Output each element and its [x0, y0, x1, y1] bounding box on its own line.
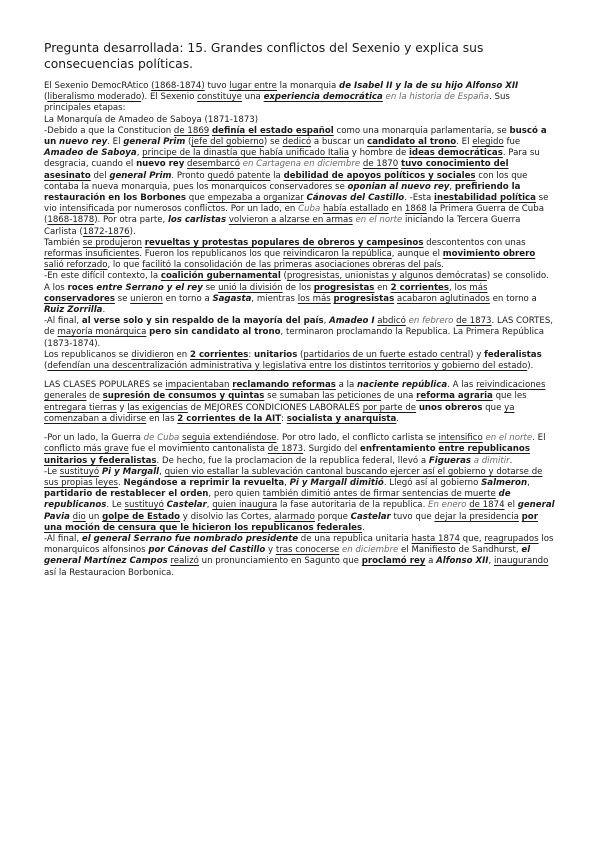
text-run: Cuba [298, 204, 321, 215]
text-run: un [85, 511, 103, 522]
text-run: , [488, 556, 494, 567]
text-run: ( [44, 92, 48, 103]
text-run: se [202, 282, 219, 293]
text-run: de [86, 391, 103, 402]
text-run: Castelar [350, 511, 391, 522]
text-run: . De hecho, fue la proclamacion de la republica federal, llevó a [156, 455, 429, 466]
text-run: ideas democráticas [408, 148, 503, 159]
text-run: había estallado [322, 204, 389, 215]
text-run: . [102, 305, 106, 316]
text-run: Cánovas del Castillo [306, 193, 405, 204]
text-run: unitarios [254, 349, 298, 360]
text-run: unieron [130, 293, 163, 304]
text-run: roces [67, 282, 94, 293]
text-run: en el norte [355, 215, 403, 226]
text-run: jefe del gobierno [191, 137, 264, 148]
text-run: nuevo rey [136, 159, 185, 170]
text-run: revueltas y protestas populares de obreros y campesinos [144, 237, 424, 248]
text-run: , mientras [251, 293, 298, 304]
text-run: un pronunciamiento en Sagunto que [198, 556, 362, 567]
text-run: tuvo conocimiento del asesinato [44, 159, 509, 181]
text-run: abdicó [377, 316, 406, 327]
text-run: socialista y anarquista [286, 413, 397, 424]
text-run: en [173, 349, 190, 360]
text-run: ( [44, 361, 48, 372]
text-run: 2 corrientes [390, 282, 449, 293]
text-run: . [362, 522, 365, 533]
text-run: El Sexenio DemocRAtico [44, 81, 152, 91]
text-run: en Cartagena en diciembre [242, 159, 361, 170]
text-run: constituye [197, 92, 242, 103]
text-run: del [90, 170, 110, 181]
text-run: Los republicanos se [44, 349, 132, 360]
text-run: reivindicaron la república [283, 249, 392, 260]
text-run: . [404, 193, 407, 204]
text-run: porque [314, 511, 351, 522]
text-run: enfrentamiento [360, 444, 436, 455]
text-run: . El [456, 137, 473, 148]
text-run: nuevo rey [58, 137, 108, 148]
paragraph-conflictos [44, 433, 555, 579]
text-run: reivindicaciones generales [44, 380, 546, 402]
text-run: ( [185, 137, 192, 148]
text-run: y [116, 402, 128, 413]
text-run: oponian al nuevo rey [347, 181, 450, 192]
text-run: el general Martínez Campos [44, 545, 531, 567]
text-run: , [136, 148, 143, 159]
text-run: impacientaban [165, 380, 230, 391]
text-run: ) se consolido. A los [44, 271, 549, 293]
text-run: . [118, 477, 124, 488]
text-run: entregara tierras [44, 402, 117, 413]
text-run: ). [129, 226, 136, 237]
text-run: facilitó la consolidación de las primeras asociaciones obreras del país [142, 260, 442, 271]
text-run: (1868-1874) [151, 81, 205, 91]
text-run: a buscar un [311, 137, 368, 148]
text-run: coalición gubernamental [160, 271, 281, 282]
text-run: fue [503, 137, 521, 148]
text-run: los monarquicos alfonsinos [44, 533, 554, 556]
text-run: . Sus principales etapas: [44, 92, 510, 114]
text-run: el general Serrano fue nombrado presidente [81, 533, 299, 544]
text-run: en torno a [162, 293, 213, 304]
text-run: inaugurando [493, 556, 549, 567]
text-run: por parte de [362, 402, 417, 413]
text-run: más [469, 282, 488, 293]
text-run: . [509, 455, 513, 466]
text-run: que, [459, 533, 485, 544]
text-run: , [159, 466, 165, 477]
text-run: , aunque el [391, 249, 443, 260]
text-run: . [396, 413, 400, 424]
text-run: . Para su desgracia, cuando el [44, 148, 540, 170]
text-run: Castelar [166, 500, 207, 511]
text-run: inestabilidad política [434, 193, 536, 204]
text-run: -Al final, [44, 316, 82, 327]
text-run: en torno a [489, 293, 537, 304]
text-run: Salmeron [481, 477, 528, 488]
text-run: progresistas, unionistas y algunos demócratas [286, 271, 487, 282]
text-run: , [527, 477, 530, 488]
text-run: , los [449, 282, 470, 293]
text-run: de una [381, 391, 417, 402]
text-run: naciente república [357, 380, 448, 391]
text-run: en el norte [485, 433, 533, 444]
text-run: a dimitir [473, 455, 510, 466]
text-run: ). El Sexenio [141, 92, 198, 103]
text-run: de 1873 [267, 444, 304, 455]
document-body [44, 81, 555, 579]
text-run: movimiento obrero [442, 249, 536, 260]
text-run: unos obreros [418, 402, 483, 413]
text-run: la [270, 170, 284, 181]
text-run: de MEJORES CONDICIONES LABORALES [187, 402, 363, 413]
text-run: de los [282, 282, 314, 293]
text-run: general Prim [123, 137, 186, 148]
text-run: la fase autoritaria de la republica. [277, 500, 429, 511]
text-run: de 1874 [469, 500, 505, 511]
text-run: -Debido a que la Constitucion [44, 125, 174, 136]
text-run: en [374, 282, 391, 293]
text-run: acabaron aglutinados [396, 293, 490, 304]
text-run: general Prim [109, 170, 172, 181]
text-run: , pero quien [208, 489, 263, 500]
text-run: -Le [44, 466, 60, 477]
text-run: . Pronto [171, 170, 208, 181]
text-run: Pi y Margall dimitió [289, 477, 384, 488]
text-run: Ruiz Zorrilla [44, 305, 103, 316]
text-run: que [186, 193, 208, 204]
text-run: quien vio estallar la sublevación cantonal buscando ejercer así el gobierno y dotarse de sus propias leyes [44, 466, 543, 488]
text-run: , terminaron proclamando la Republica. La Primera República (1873-1874). [44, 327, 544, 349]
text-run: . Por otro lado, el conflicto carlista se [276, 433, 439, 444]
text-run: : [248, 349, 255, 360]
text-run: de Isabel II y la de su hijo Alfonso XII [339, 81, 519, 91]
text-run: partidario de restablecer el orden [44, 489, 209, 500]
text-run: 1868-1878 [47, 215, 95, 226]
text-run: proclamó rey [361, 556, 426, 567]
text-run: La Monarquía de Amadeo de Saboya (1871-1873) [44, 114, 259, 125]
text-run: en la historia de España [385, 92, 490, 103]
text-run: dejar la presidencia [434, 511, 519, 522]
text-run: En enero [428, 500, 467, 511]
text-run: debilidad de apoyos políticos y sociales [283, 170, 476, 181]
text-run: con los que contaba la nueva monarquia, pues los monarquicos conservadores se [44, 170, 528, 192]
text-run: , lo que [107, 260, 143, 271]
text-run: intensificada [59, 204, 115, 215]
text-run: sustituyó [59, 466, 100, 477]
text-run: 1872-1876 [82, 226, 130, 237]
text-run: seguia extendiéndose [182, 433, 277, 444]
text-run: en febrero [408, 316, 454, 327]
text-run: de una republica unitaria [298, 533, 412, 544]
text-run: , [449, 181, 455, 192]
document-title: Pregunta desarrollada: 15. Grandes conflictos del Sexenio y explica sus consecuencias políticas. [44, 41, 484, 71]
text-run: una [241, 92, 264, 103]
text-run: desembarcó [187, 159, 240, 170]
text-run: ( [297, 349, 304, 360]
text-run: ). [527, 361, 534, 372]
text-run: el [504, 500, 518, 511]
text-run: de 1869 [173, 125, 210, 136]
text-run: mayoría monárquica [57, 327, 147, 338]
text-run: progresistas [313, 282, 375, 293]
text-run: hasta 1874 [411, 533, 460, 544]
text-run: por Cánovas del Castillo [148, 545, 266, 556]
text-run: . A las [447, 380, 477, 391]
text-run: Alfonso XII [436, 556, 489, 567]
text-run: y hombre de [349, 148, 409, 159]
text-run: dedicó [282, 137, 312, 148]
text-run: los carlistas [167, 215, 227, 226]
text-run: federalistas [484, 349, 542, 360]
text-run: Figueras [428, 455, 471, 466]
text-run: al verse solo y sin respaldo de la mayoría del país [81, 316, 324, 327]
text-run: liberalismo moderado [47, 92, 142, 103]
text-run: -En este difícil contexto, la [44, 271, 161, 282]
text-run: buscó a un [44, 125, 547, 148]
text-run: : [281, 413, 287, 424]
text-run: las exigencias [127, 402, 188, 413]
text-run: en las [146, 413, 178, 424]
text-run: que [482, 402, 505, 413]
paragraph-etapas [44, 81, 555, 372]
text-run: iniciando la Tercera Guerra Carlista ( [44, 215, 521, 237]
text-run: 2 corrientes de la AIT [177, 413, 282, 424]
text-run: dio [72, 511, 86, 522]
text-run: Amadeo de Saboya [44, 148, 137, 159]
text-run: sustituyó [124, 500, 164, 511]
text-run: lugar entre [229, 81, 277, 91]
text-run: también dimitió antes de firmar sentencias de muerte [262, 489, 496, 500]
text-run: 2 corrientes [189, 349, 249, 360]
text-run: los más [297, 293, 331, 304]
text-run: se vio [44, 193, 549, 215]
text-run: ) se [263, 137, 283, 148]
text-run: -Por un lado, la Guerra [44, 433, 144, 444]
text-run: de 1870 [362, 159, 399, 170]
text-run: entre republicanos unitarios y federalistas [44, 444, 530, 466]
text-run: de Cuba [143, 433, 180, 444]
text-run: Pi y Margall [101, 466, 160, 477]
text-run: reformas insuficientes [44, 249, 140, 260]
text-run: la Primera Guerra de Cuba ( [44, 204, 544, 226]
text-run: 1868 [404, 204, 427, 215]
text-run: por numerosos conflictos. Por un lado, en [114, 204, 299, 215]
text-run: candidato al trono [367, 137, 457, 148]
text-run: el Manifiesto de Sandhurst, [398, 545, 522, 556]
text-run: definía el estado español [212, 125, 334, 136]
text-run: Sagasta [212, 293, 252, 304]
text-run: entre Serrano y el rey [96, 282, 203, 293]
text-run: reagrupados [484, 533, 539, 544]
text-run: empezaba a organizar [207, 193, 304, 204]
text-run: . Llegó así al gobierno [383, 477, 482, 488]
text-run: supresión de consumos y quintas [102, 391, 265, 402]
text-run: . LAS CORTES, de [44, 316, 554, 338]
text-run: Negándose a reprimir la revuelta [123, 477, 285, 488]
text-run: volvieron a alzarse en armas [228, 215, 353, 226]
text-run: a la [335, 380, 358, 391]
text-run: alarmado [274, 511, 315, 522]
text-run: intensifico [438, 433, 483, 444]
text-run: conflicto más grave [44, 444, 129, 455]
text-run: que les [492, 391, 527, 402]
text-run: ya comenzaban a dividirse [44, 402, 515, 424]
text-run: se produjeron [82, 237, 142, 248]
text-run: -Al final, [44, 533, 82, 544]
text-run: tuvo [204, 81, 230, 91]
text-run: unió la división [218, 282, 283, 293]
text-run: pero sin candidato al trono [149, 327, 281, 338]
text-run: , [284, 477, 290, 488]
text-run: y [265, 545, 276, 556]
text-run: de republicanos [44, 489, 511, 511]
text-run: descontentos con unas [423, 237, 526, 248]
text-run: y disolvio las Cortes, [180, 511, 275, 522]
text-run: tuvo que [390, 511, 435, 522]
text-run: así la Restauracion Borbonica. [44, 567, 174, 578]
text-run: principe de la dinastía que había unificado Italia [142, 148, 350, 159]
text-run: realizó [170, 556, 199, 567]
text-run: LAS CLASES POPULARES se [44, 380, 166, 391]
text-run: . Surgido del [303, 444, 361, 455]
text-run: . [441, 260, 444, 271]
text-run: como una monarquia parlamentaria, se [333, 125, 510, 136]
text-run: conservadores [44, 293, 115, 304]
text-run: . Le [106, 500, 125, 511]
text-run: salió reforzado [44, 260, 108, 271]
text-run: en [388, 204, 405, 215]
text-run: partidarios de un fuerte estado central [303, 349, 471, 360]
text-run: por una moción de censura que le hicieron los republicanos federales [44, 511, 538, 533]
text-run: experiencia democrática [263, 92, 383, 103]
paragraph-clases-populares [44, 380, 555, 425]
text-run: -Esta [406, 193, 435, 204]
text-run: prefiriendo la restauración en los Borbones [44, 181, 521, 204]
text-run: . El [107, 137, 124, 148]
text-run: Amadeo I [329, 316, 375, 327]
text-run: la monarquia [276, 81, 340, 91]
text-run: reforma agraria [416, 391, 493, 402]
text-run: se [264, 391, 280, 402]
text-run: defendían una descentralización administrativa y legislativa entre los distintos territorios y gobierno del estado [47, 361, 528, 372]
text-run: , [323, 316, 330, 327]
text-run: sumaban las peticiones [279, 391, 382, 402]
text-run: general Pavia [44, 500, 555, 522]
text-run: . El [532, 433, 546, 444]
text-run: progresistas [333, 293, 395, 304]
text-run: a [425, 556, 437, 567]
text-run: quien inaugura [212, 500, 278, 511]
text-run: . Fueron los republicanos los que [139, 249, 284, 260]
text-run: golpe de Estado [102, 511, 181, 522]
text-run: de 1873 [456, 316, 492, 327]
text-run: quedó patente [207, 170, 271, 181]
text-run: , [206, 500, 213, 511]
text-run: en diciembre [341, 545, 399, 556]
text-run: se [114, 293, 131, 304]
text-run: elegido [472, 137, 504, 148]
text-run: ). Por otra parte, [94, 215, 168, 226]
text-run: reclamando reformas [232, 380, 336, 391]
text-run: fue el movimiento cantonalista [128, 444, 268, 455]
text-run: tras conocerse [275, 545, 340, 556]
text-run: También [44, 237, 83, 248]
text-run: ) y [470, 349, 485, 360]
text-run: dividieron [131, 349, 174, 360]
text-run: ( [280, 271, 287, 282]
